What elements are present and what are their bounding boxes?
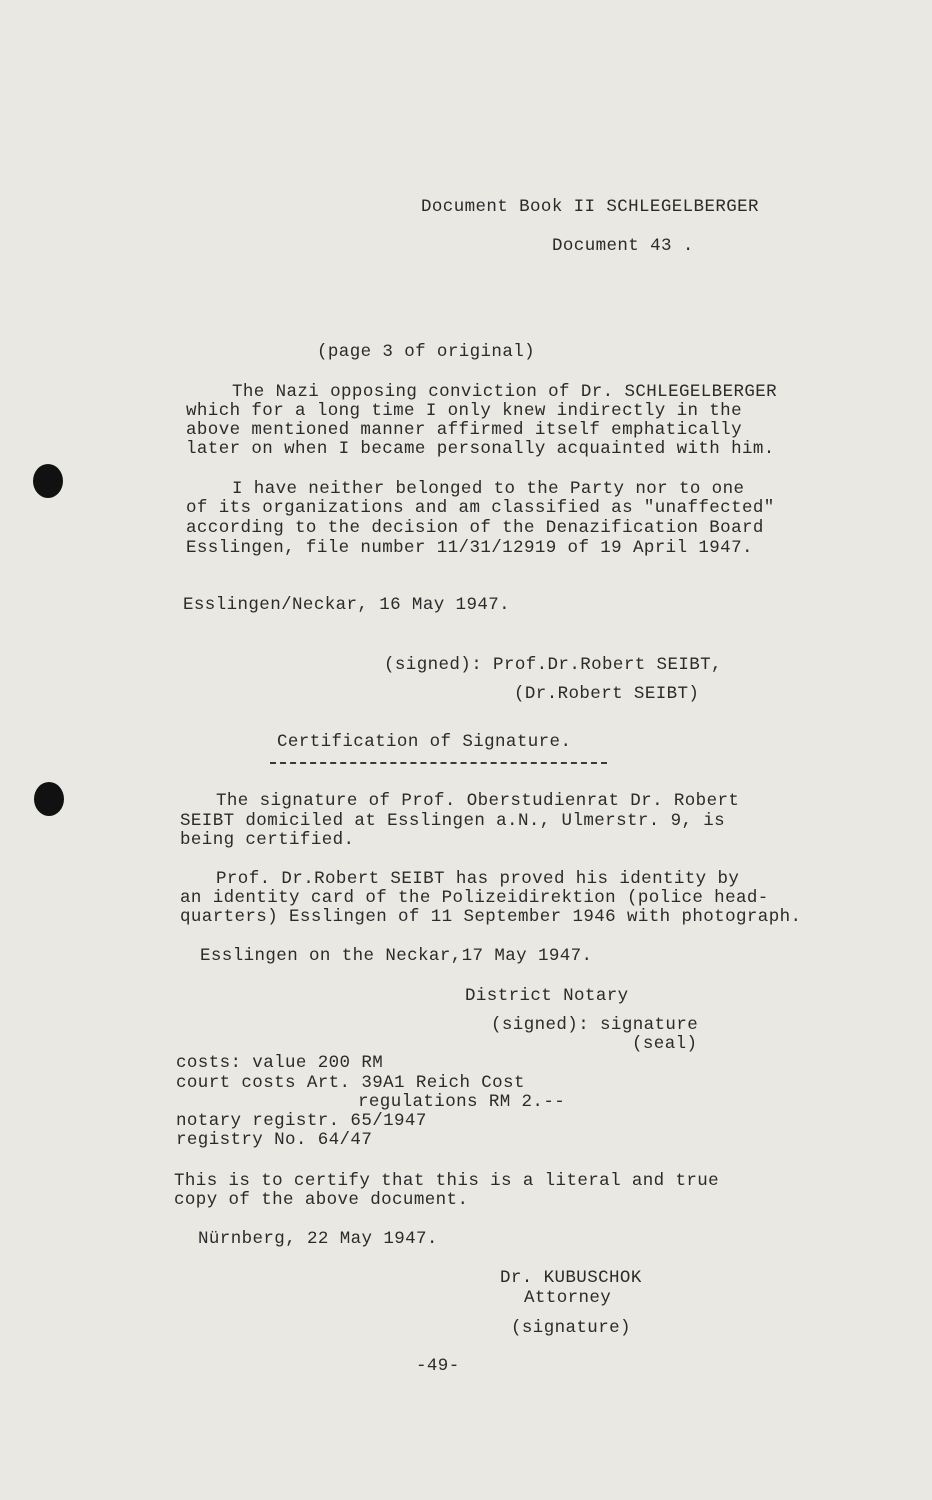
costs-line: notary registr. 65/1947 bbox=[176, 1111, 427, 1131]
title-underline bbox=[270, 762, 607, 764]
paragraph-line: The Nazi opposing conviction of Dr. SCHLEGELBERGER bbox=[232, 382, 778, 402]
paragraph-line: later on when I became personally acquainted with him. bbox=[186, 439, 775, 459]
certification-line: quarters) Esslingen of 11 September 1946 with photograph. bbox=[180, 907, 802, 927]
notary-signed: (signed): signature bbox=[491, 1015, 699, 1035]
document-book-header: Document Book II SCHLEGELBERGER bbox=[421, 197, 759, 217]
costs-line: costs: value 200 RM bbox=[176, 1053, 384, 1073]
certification-line: an identity card of the Polizeidirektion (police head- bbox=[180, 888, 769, 908]
page-number: -49- bbox=[416, 1356, 460, 1376]
costs-line: court costs Art. 39A1 Reich Cost bbox=[176, 1073, 525, 1093]
paragraph-line: which for a long time I only knew indirectly in the bbox=[186, 401, 742, 421]
certification-line: SEIBT domiciled at Esslingen a.N., Ulmerstr. 9, is bbox=[180, 811, 726, 831]
page-reference: (page 3 of original) bbox=[317, 342, 536, 362]
certification-place-date: Esslingen on the Neckar,17 May 1947. bbox=[200, 946, 593, 966]
attestation-line: copy of the above document. bbox=[174, 1190, 469, 1210]
certification-line: The signature of Prof. Oberstudienrat Dr. Robert bbox=[216, 791, 740, 811]
place-date: Esslingen/Neckar, 16 May 1947. bbox=[183, 595, 511, 615]
notary-seal: (seal) bbox=[632, 1034, 698, 1054]
attorney-name: Dr. KUBUSCHOK bbox=[500, 1268, 642, 1288]
costs-line: regulations RM 2.-- bbox=[358, 1092, 566, 1112]
attestation-line: This is to certify that this is a literal and true bbox=[174, 1171, 720, 1191]
punch-hole bbox=[34, 782, 64, 816]
certification-line: Prof. Dr.Robert SEIBT has proved his identity by bbox=[216, 869, 740, 889]
document-number: Document 43 . bbox=[552, 236, 694, 256]
paragraph-line: Esslingen, file number 11/31/12919 of 19 April 1947. bbox=[186, 538, 753, 558]
notary-title: District Notary bbox=[465, 986, 629, 1006]
paragraph-line: above mentioned manner affirmed itself emphatically bbox=[186, 420, 742, 440]
certification-line: being certified. bbox=[180, 830, 355, 850]
certification-title: Certification of Signature. bbox=[277, 732, 572, 752]
signed-name: (Dr.Robert SEIBT) bbox=[514, 684, 700, 704]
punch-hole bbox=[33, 464, 63, 498]
paragraph-line: of its organizations and am classified as "unaffected" bbox=[186, 498, 775, 518]
attorney-title: Attorney bbox=[524, 1288, 612, 1308]
signed-line: (signed): Prof.Dr.Robert SEIBT, bbox=[384, 655, 722, 675]
attestation-place-date: Nürnberg, 22 May 1947. bbox=[198, 1229, 438, 1249]
paragraph-line: according to the decision of the Denazification Board bbox=[186, 518, 764, 538]
costs-line: registry No. 64/47 bbox=[176, 1130, 373, 1150]
attorney-signature: (signature) bbox=[511, 1318, 631, 1338]
paragraph-line: I have neither belonged to the Party nor to one bbox=[232, 479, 745, 499]
